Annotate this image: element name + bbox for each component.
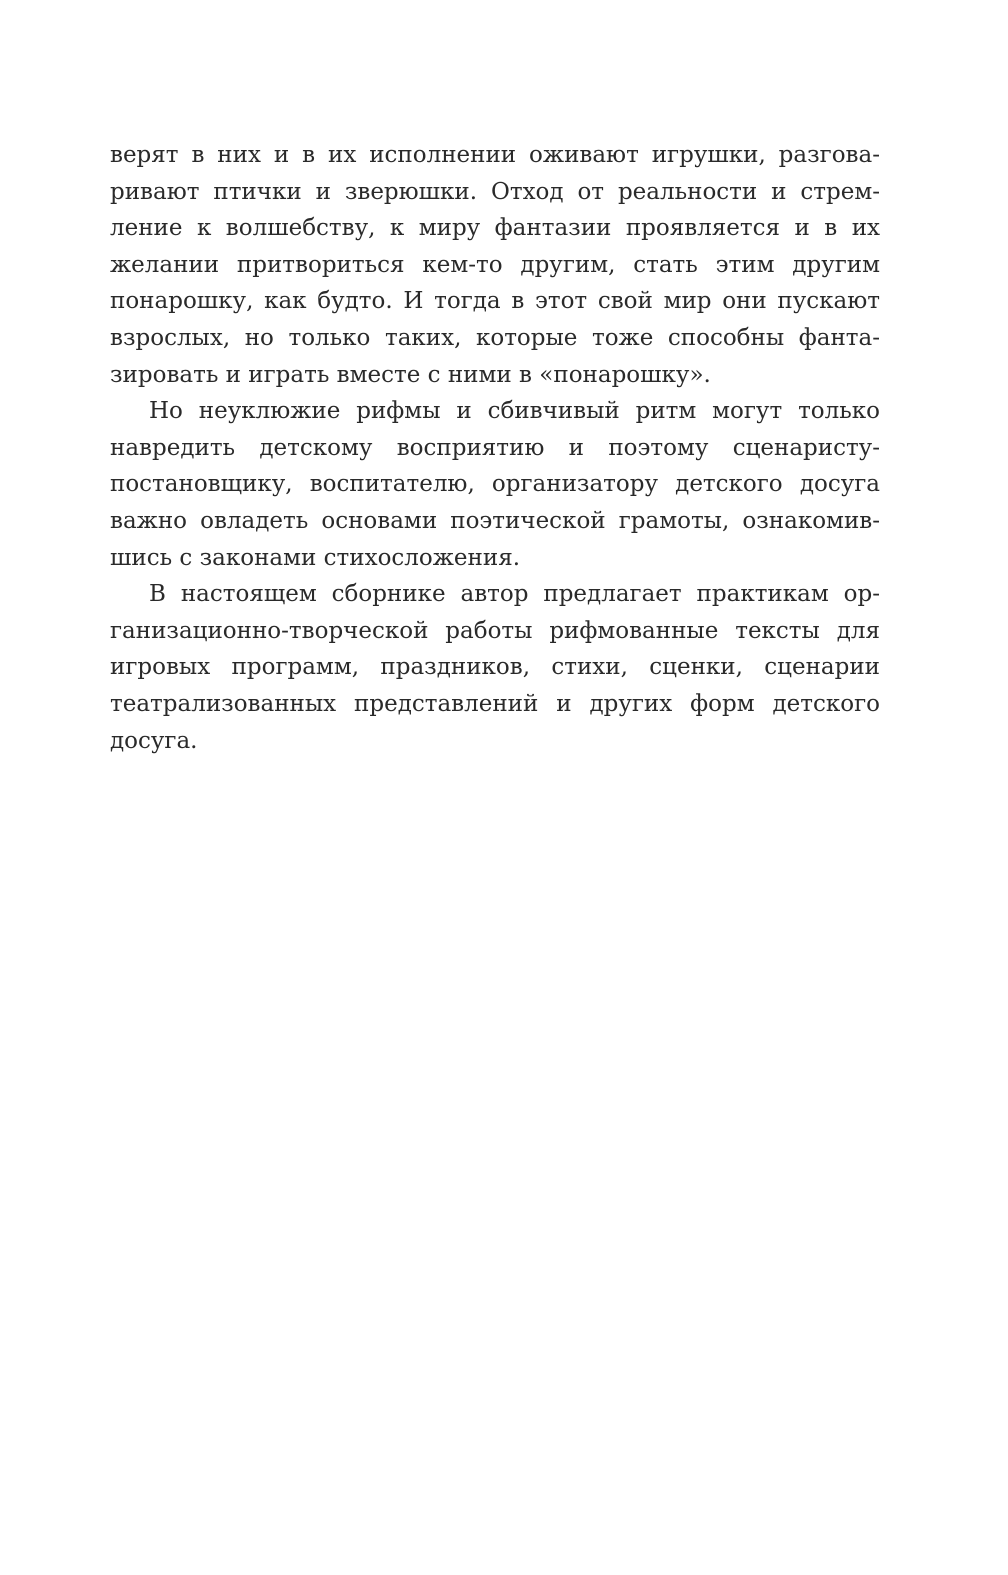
text-line: ривают птички и зверюшки. Отход от реальности и стрем- (110, 178, 880, 205)
text-line: шись с законами стихосложения. (110, 544, 521, 571)
text-line: желании притвориться кем-то другим, стать этим другим (110, 251, 880, 278)
text-line: взрослых, но только таких, которые тоже способны фанта- (110, 324, 880, 351)
text-line: навредить детскому восприятию и поэтому сценаристу- (110, 434, 880, 461)
text-line: досуга. (110, 727, 198, 754)
text-line: театрализованных представлений и других форм детского (110, 690, 880, 717)
text-line: Но неуклюжие рифмы и сбивчивый ритм могут только (149, 398, 880, 425)
text-line: верят в них и в их исполнении оживают игрушки, разгова- (110, 142, 880, 168)
paragraph-1 (110, 137, 880, 393)
text-line: зировать и играть вместе с ними в «понарошку». (110, 361, 711, 388)
text-line: понарошку, как будто. И тогда в этот свой мир они пускают (110, 288, 880, 315)
text-line: игровых программ, праздников, стихи, сценки, сценарии (110, 654, 880, 681)
text-line: В настоящем сборнике автор предлагает практикам ор- (149, 581, 880, 608)
text-line: ганизационно-творческой работы рифмованные тексты для (110, 617, 880, 644)
paragraph-2 (110, 393, 880, 576)
text-line: ление к волшебству, к миру фантазии проявляется и в их (110, 215, 880, 242)
paragraph-3 (110, 576, 880, 759)
text-line: важно овладеть основами поэтической грамоты, ознакомив- (110, 507, 880, 534)
body-text (110, 137, 880, 759)
text-line: постановщику, воспитателю, организатору детского досуга (110, 471, 880, 498)
